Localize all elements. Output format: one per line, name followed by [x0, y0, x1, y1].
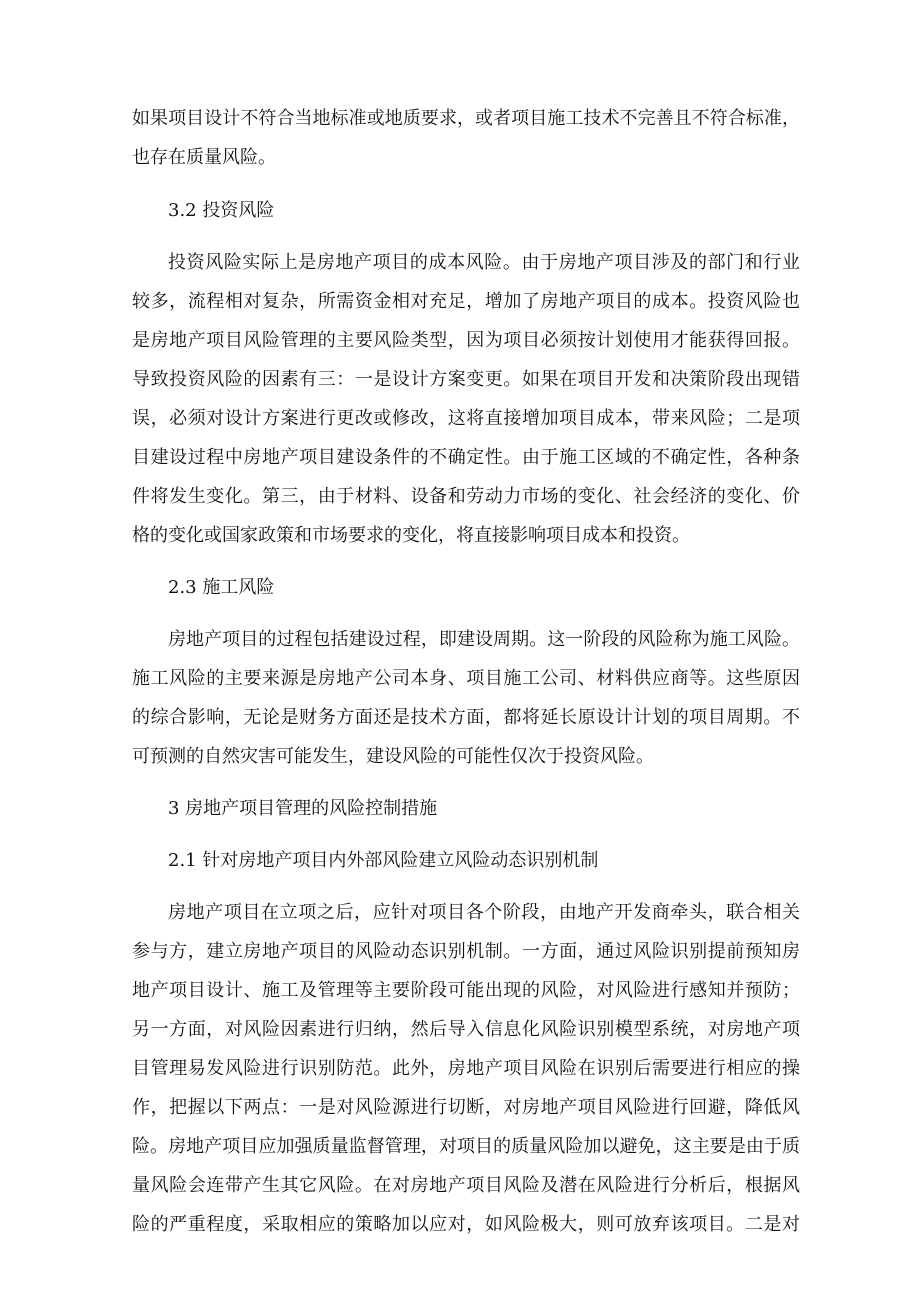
- paragraph-line: 目管理易发风险进行识别防范。此外，房地产项目风险在识别后需要进行相应的操: [132, 1058, 800, 1079]
- paragraph-line: 地产项目设计、施工及管理等主要阶段可能出现的风险，对风险进行感知并预防；: [132, 980, 800, 1001]
- paragraph-line: 是房地产项目风险管理的主要风险类型，因为项目必须按计划使用才能获得回报。: [132, 330, 800, 351]
- paragraph-line: 如果项目设计不符合当地标准或地质要求，或者项目施工技术不完善且不符合标准，: [132, 108, 800, 129]
- paragraph-line: 险的严重程度，采取相应的策略加以应对，如风险极大，则可放弃该项目。二是对: [132, 1214, 800, 1235]
- paragraph-line: 另一方面，对风险因素进行归纳，然后导入信息化风险识别模型系统，对房地产项: [132, 1019, 800, 1040]
- paragraph-line: 参与方，建立房地产项目的风险动态识别机制。一方面，通过风险识别提前预知房: [132, 941, 800, 962]
- paragraph-line: 目建设过程中房地产项目建设条件的不确定性。由于施工区域的不确定性，各种条: [132, 447, 800, 468]
- paragraph-line: 险。房地产项目应加强质量监督管理，对项目的质量风险加以避免，这主要是由于质: [132, 1136, 800, 1157]
- paragraph-line: 可预测的自然灾害可能发生，建设风险的可能性仅次于投资风险。: [132, 746, 654, 767]
- paragraph-line: 格的变化或国家政策和市场要求的变化，将直接影响项目成本和投资。: [132, 525, 690, 546]
- paragraph-line: 投资风险实际上是房地产项目的成本风险。由于房地产项目涉及的部门和行业: [168, 252, 800, 273]
- section-heading: 3 房地产项目管理的风险控制措施: [168, 798, 438, 819]
- paragraph-line: 房地产项目在立项之后，应针对项目各个阶段，由地产开发商牵头，联合相关: [168, 902, 800, 923]
- paragraph-line: 房地产项目的过程包括建设过程，即建设周期。这一阶段的风险称为施工风险。: [168, 629, 800, 650]
- section-heading: 2.1 针对房地产项目内外部风险建立风险动态识别机制: [168, 850, 599, 871]
- paragraph-line: 导致投资风险的因素有三：一是设计方案变更。如果在项目开发和决策阶段出现错: [132, 369, 800, 390]
- paragraph-line: 作，把握以下两点：一是对风险源进行切断，对房地产项目风险进行回避，降低风: [132, 1097, 800, 1118]
- paragraph-line: 施工风险的主要来源是房地产公司本身、项目施工公司、材料供应商等。这些原因: [132, 668, 800, 689]
- paragraph-line: 的综合影响，无论是财务方面还是技术方面，都将延长原设计计划的项目周期。不: [132, 707, 800, 728]
- paragraph-line: 量风险会连带产生其它风险。在对房地产项目风险及潜在风险进行分析后，根据风: [132, 1175, 800, 1196]
- paragraph-line: 也存在质量风险。: [132, 147, 276, 168]
- paragraph-line: 误，必须对设计方案进行更改或修改，这将直接增加项目成本，带来风险；二是项: [132, 408, 800, 429]
- section-heading: 3.2 投资风险: [168, 200, 275, 221]
- section-heading: 2.3 施工风险: [168, 577, 275, 598]
- paragraph-line: 件将发生变化。第三，由于材料、设备和劳动力市场的变化、社会经济的变化、价: [132, 486, 800, 507]
- paragraph-line: 较多，流程相对复杂，所需资金相对充足，增加了房地产项目的成本。投资风险也: [132, 291, 800, 312]
